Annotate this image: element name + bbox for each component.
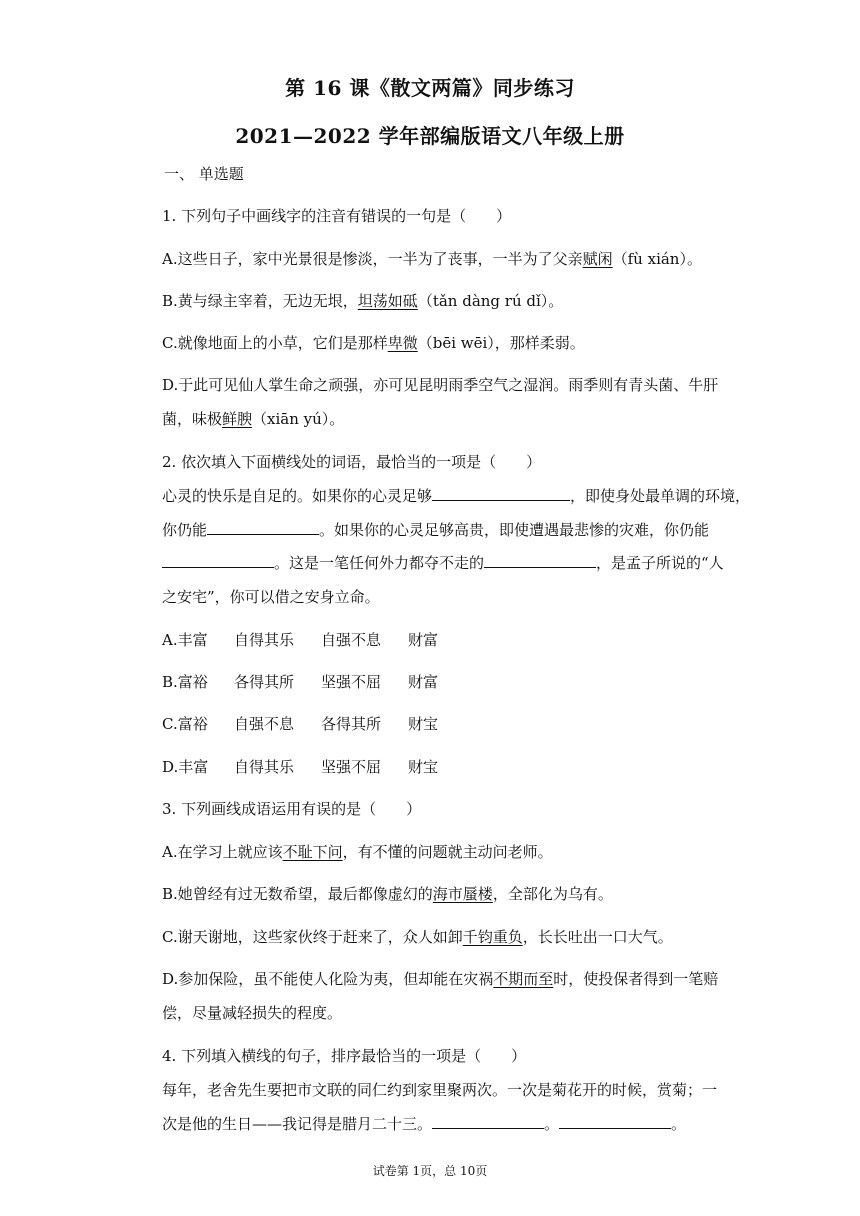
q1-option-c: C.就像地面上的小草，它们是那样卑微（bēi wēi），那样柔弱。 [162, 334, 585, 352]
q1-stem: 1. 下列句子中画线字的注音有错误的一句是（ ） [162, 207, 512, 225]
page-footer: 试卷第 1页，总 10页 [372, 1164, 488, 1178]
q3-b-underlined: 海市蜃楼 [432, 885, 493, 903]
blank-1 [432, 486, 570, 501]
q1-c-underlined: 卑微 [387, 334, 418, 352]
q2-option-a: A.丰富 自得其乐 自强不息 财富 [162, 631, 439, 649]
q3-c-underlined: 千钧重负 [462, 928, 523, 946]
q3-d-underlined: 不期而至 [493, 970, 554, 988]
blank-3 [162, 553, 274, 568]
q1-a-underlined: 赋闲 [582, 250, 613, 268]
q3-option-b: B.她曾经有过无数希望，最后都像虚幻的海市蜃楼，全部化为乌有。 [162, 885, 613, 903]
blank-2 [207, 520, 319, 535]
q4-passage-line1: 每年，老舍先生要把市文联的同仁约到家里聚两次。一次是菊花开的时候，赏菊；一 [162, 1081, 718, 1099]
q1-option-a: A.这些日子，家中光景很是惨淡，一半为了丧事，一半为了父亲赋闲（fù xián）。 [162, 250, 702, 268]
q3-option-d-line1: D.参加保险，虽不能使人化险为夷，但却能在灾祸不期而至时，使投保者得到一笔赔 [162, 970, 719, 988]
q2-passage-line1: 心灵的快乐是自足的。如果你的心灵足够 ，即使身处最单调的环境， [162, 487, 751, 505]
q1-b-underlined: 坦荡如砥 [357, 292, 418, 310]
q3-option-c: C.谢天谢地，这些家伙终于赶来了，众人如卸千钧重负，长长吐出一口大气。 [162, 928, 673, 946]
q2-stem: 2. 依次填入下面横线处的词语，最恰当的一项是（ ） [162, 453, 542, 471]
q2-option-b: B.富裕 各得其所 坚强不屈 财富 [162, 673, 439, 691]
q3-option-d-line2: 偿，尽量减轻损失的程度。 [162, 1004, 343, 1022]
q3-a-underlined: 不耻下问 [282, 843, 343, 861]
q4-passage-line2: 次是他的生日——我记得是腊月二十三。 。 。 [162, 1115, 687, 1133]
q1-option-d-line2: 菌，味极鲜腴（xiān yú）。 [162, 410, 345, 428]
blank-5 [432, 1114, 544, 1129]
q3-option-a: A.在学习上就应该不耻下问，有不懂的问题就主动问老师。 [162, 843, 553, 861]
q2-passage-line2: 你仍能 。如果你的心灵足够高贵，即使遭遇最悲惨的灾难，你仍能 [162, 521, 710, 539]
blank-4 [484, 553, 596, 568]
section-heading: 一、 单选题 [164, 165, 244, 183]
q2-passage-line4: 之安宅”，你可以借之安身立命。 [162, 588, 380, 606]
q1-d-underlined: 鲜腴 [222, 410, 253, 428]
q2-option-d: D.丰富 自得其乐 坚强不屈 财宝 [162, 758, 439, 776]
q1-option-d-line1: D.于此可见仙人掌生命之顽强，亦可见昆明雨季空气之湿润。雨季则有青头菌、牛肝 [162, 376, 719, 394]
blank-6 [559, 1114, 671, 1129]
q3-stem: 3. 下列画线成语运用有误的是（ ） [162, 800, 422, 818]
q1-option-b: B.黄与绿主宰着，无边无垠，坦荡如砥（tǎn dàng rú dǐ）。 [162, 292, 564, 310]
q2-passage-line3: 。这是一笔任何外力都夺不走的 ，是孟子所说的“人 [162, 553, 724, 573]
q2-option-c: C.富裕 自强不息 各得其所 财宝 [162, 715, 439, 733]
document-title: 第 16 课《散文两篇》同步练习 [285, 76, 575, 100]
document-subtitle: 2021—2022 学年部编版语文八年级上册 [235, 124, 625, 148]
q4-stem: 4. 下列填入横线的句子，排序最恰当的一项是（ ） [162, 1047, 527, 1065]
